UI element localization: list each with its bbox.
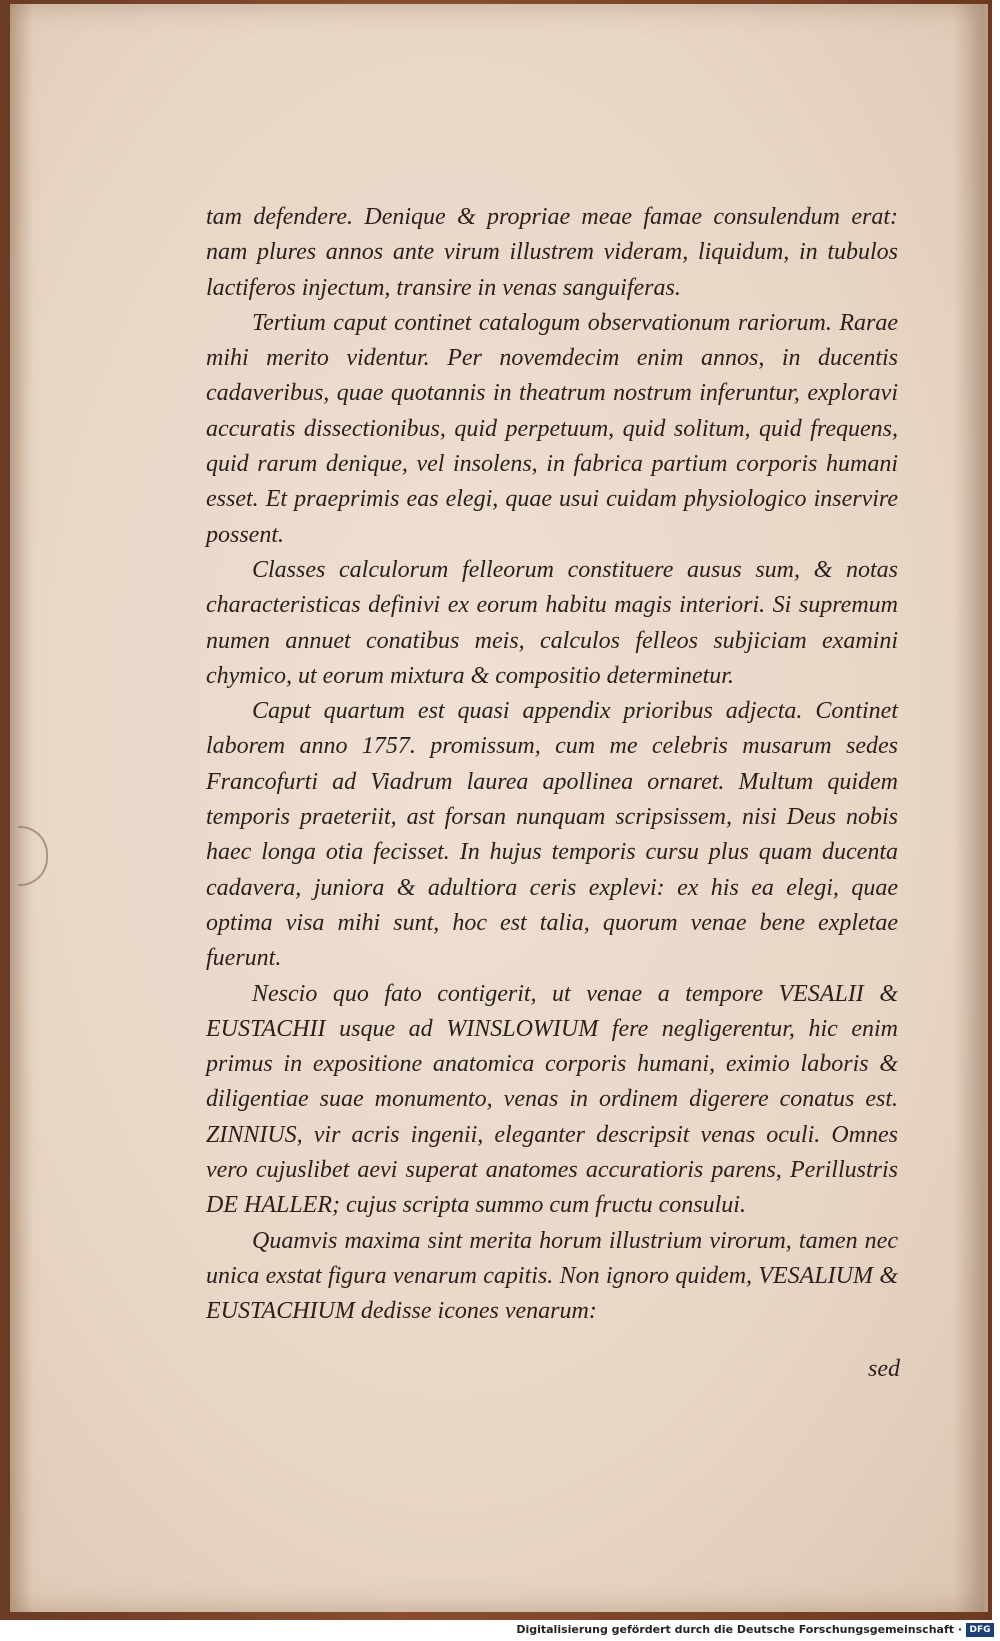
page-left-shadow <box>10 4 32 1612</box>
paragraph-5: Nescio quo fato contigerit, ut venae a tempore VESALII & EUSTACHII usque ad WINSLOWIUM fere negligerentur, hic enim primus in expositione anatomica corporis humani, eximio laboris & diligentiae suae monumento, venas in ordinem digerere conatus est. ZINNIUS, vir acris ingenii, eleganter descripsit venas oculi. Omnes vero cujuslibet aevi superat anatomes accuratioris parens, Perillustris DE HALLER; cujus scripta summo cum fructu consului. <box>206 980 898 1219</box>
catchword: sed <box>868 1356 900 1382</box>
paragraph-3: Classes calculorum felleorum constituere ausus sum, & notas characteristicas definivi ex eorum habitu magis interiori. Si supremum numen annuet conatibus meis, calculos felleos subjiciam examini chymico, ut eorum mixtura & compositio determinetur. <box>206 556 898 689</box>
digitization-footer <box>0 1620 1000 1641</box>
paragraph-1: tam defendere. Denique & propriae meae famae consulendum erat: nam plures annos ante virum illustrem videram, liquidum, in tubulos lactiferos injectum, transire in venas sanguiferas. <box>206 204 898 301</box>
paragraph-6: Quamvis maxima sint merita horum illustrium virorum, tamen nec unica exstat figura venarum capitis. Non ignoro quidem, VESALIUM & EUSTACHIUM dedisse icones venarum: <box>206 1227 898 1325</box>
dfg-logo[interactable]: DFG <box>966 1623 994 1637</box>
footer-credit: Digitalisierung gefördert durch die Deutsche Forschungsgemeinschaft · <box>516 1623 962 1636</box>
paragraph-4: Caput quartum est quasi appendix prioribus adjecta. Continet laborem anno 1757. promissum, cum me celebris musarum sedes Francofurti ad Viadrum laurea apollinea ornaret. Multum quidem temporis praeteriit, ast forsan nunquam scripsissem, nisi Deus nobis haec longa otia fecisset. In hujus temporis cursu plus quam ducenta cadavera, juniora & adultiora ceris explevi: ex his ea elegi, quae optima visa mihi sunt, hoc est talia, quorum venae bene expletae fuerunt. <box>206 698 898 972</box>
body-text <box>206 200 898 1330</box>
page-fold-mark <box>18 826 48 886</box>
page-gutter-shadow <box>954 4 984 1612</box>
paragraph-2: Tertium caput continet catalogum observationum rariorum. Rarae mihi merito videntur. Per novemdecim enim annos, in ducentis cadaveribus, quae quotannis in theatrum nostrum inferuntur, exploravi accuratis dissectionibus, quid perpetuum, quid solitum, quid frequens, quid rarum denique, vel insolens, in fabrica partium corporis humani esset. Et praeprimis eas elegi, quae usui cuidam physiologico inservire possent. <box>206 309 898 548</box>
